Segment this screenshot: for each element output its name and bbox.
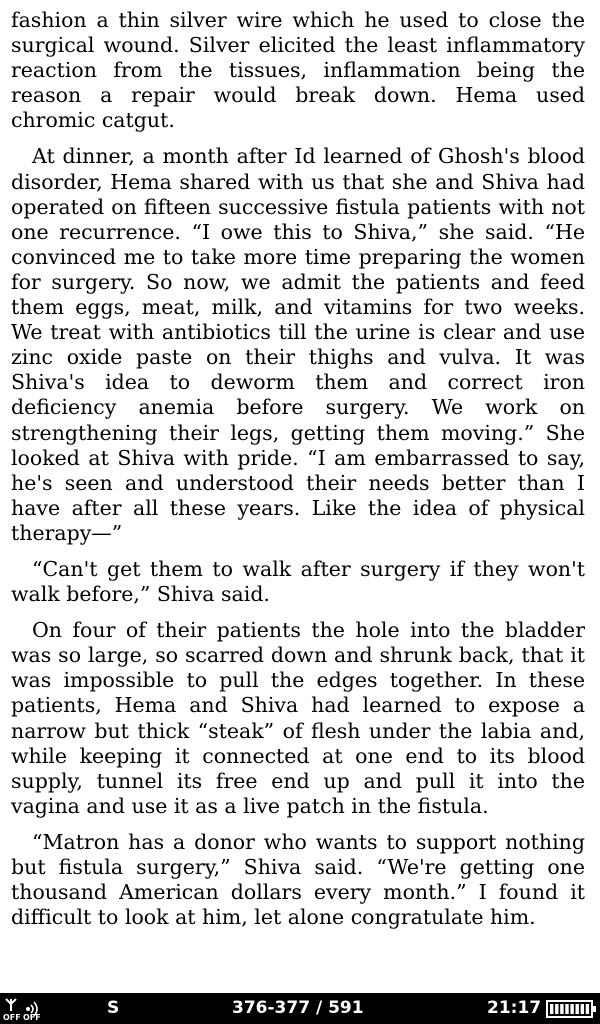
battery-cell: [555, 1004, 558, 1014]
battery-icon: [546, 999, 598, 1019]
paragraph-3: “Can't get them to walk after surgery if they won't walk before,” Shiva said.: [11, 556, 585, 607]
connectivity-indicators: [3, 996, 51, 1022]
clock: 21:17: [487, 998, 542, 1018]
battery-cell: [586, 1004, 589, 1014]
page-indicator[interactable]: 376-377 / 591: [232, 998, 364, 1018]
wifi-off-label: OFF: [3, 1013, 21, 1022]
mode-label: S: [107, 998, 120, 1018]
battery-cell: [565, 1004, 568, 1014]
battery-cell: [570, 1004, 573, 1014]
paragraph-5: “Matron has a donor who wants to support nothing but fistula surgery,” Shiva said. “We're getting one thousand American dollars every month.” I found it difficult to look at him, let alone congratulate him.: [11, 829, 585, 930]
battery-cell: [560, 1004, 563, 1014]
battery-cell: [550, 1004, 553, 1014]
paragraph-4: On four of their patients the hole into the bladder was so large, so scarred down and shrunk back, that it was impossible to pull the edges together. In these patients, Hema and Shiva had learned to expose a narrow but thick “steak” of flesh under the labia and, while keeping it connected at one end to its blood supply, tunnel its free end up and pull it into the vagina and use it as a live patch in the fistula.: [11, 618, 585, 818]
battery-level-cells: [550, 1004, 589, 1014]
paragraph-2: At dinner, a month after Id learned of Ghosh's blood disorder, Hema shared with us that she and Shiva had operated on fifteen successive fistula patients with not one recurrence. “I owe this to Shiva,” she said. “He convinced me to take more time preparing the women for surgery. So now, we admit the patients and feed them eggs, meat, milk, and vitamins for two weeks. We treat with antibiotics till the urine is clear and use zinc oxide paste on their thighs and vulva. It was Shiva's idea to deworm them and correct iron deficiency anemia before surgery. We work on strengthening their legs, getting them moving.” She looked at Shiva with pride. “I am embarrassed to say, he's seen and understood their needs better than I have after all these years. Like the idea of physical therapy—”: [11, 144, 585, 545]
battery-cell: [581, 1004, 584, 1014]
reader-page[interactable]: [11, 8, 585, 990]
status-bar: [0, 993, 600, 1024]
battery-cell: [576, 1004, 579, 1014]
sound-off-label: OFF: [23, 1013, 41, 1022]
paragraph-1: fashion a thin silver wire which he used to close the surgical wound. Silver elicited the least inflammatory reaction from the tissues, inflammation being the reason a repair would break down. Hema used chromic catgut.: [11, 8, 585, 133]
